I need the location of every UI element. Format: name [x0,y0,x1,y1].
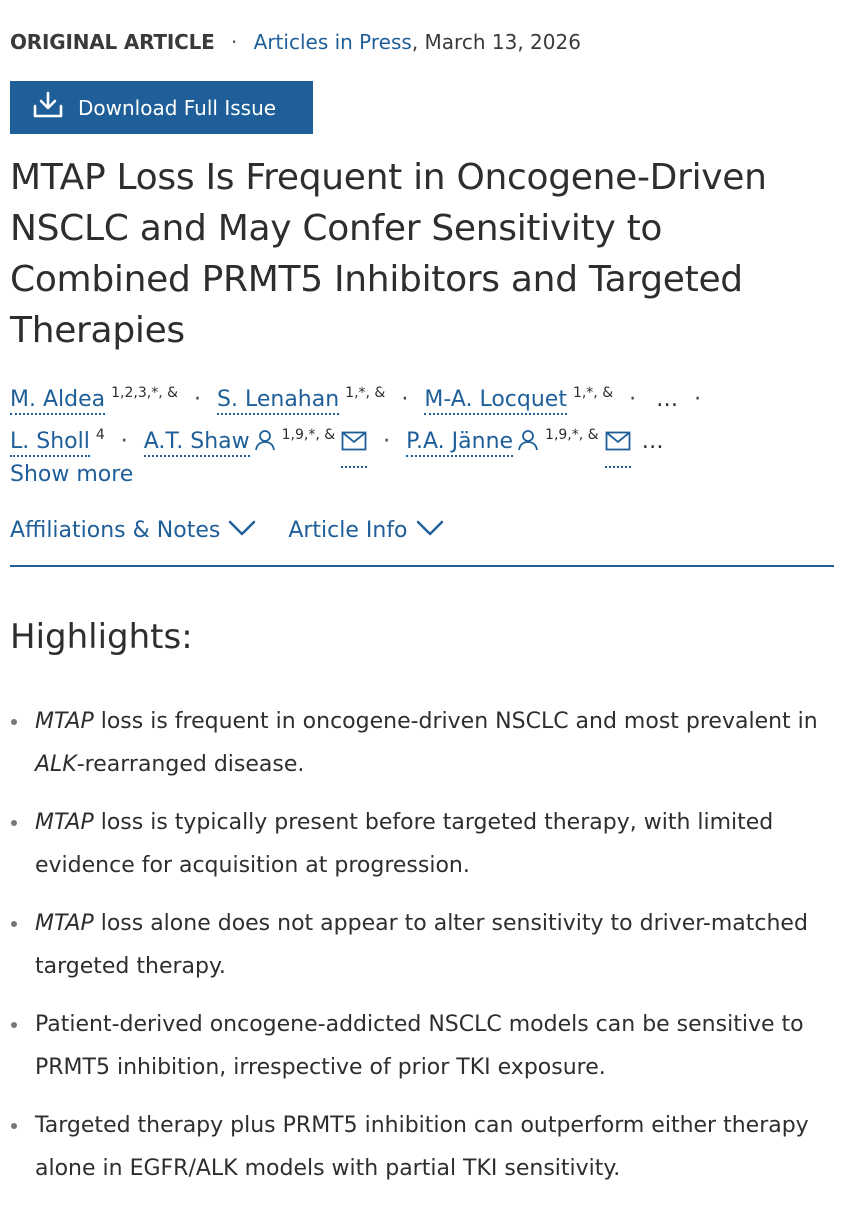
bullet-icon [11,820,17,826]
author-separator: · [383,429,391,454]
highlight-item [10,700,840,786]
authors-ellipsis: … [641,429,664,454]
author-line-2 [10,414,840,456]
author-locquet-affiliations: 1,*, & [572,385,614,401]
highlight-text: loss alone does not appear to alter sensitivity to driver-matched targeted therapy. [35,911,808,979]
highlight-item [10,1104,840,1190]
highlight-item [10,801,840,887]
author-separator: · [194,387,202,412]
highlights-list [10,700,840,1205]
gene-name: MTAP [35,709,94,734]
bullet-icon [11,1022,17,1028]
highlight-text: Patient-derived oncogene-addicted NSCLC models can be sensitive to PRMT5 inhibition, irrespective of prior TKI exposure. [35,1012,804,1080]
mail-icon[interactable] [605,424,631,468]
author-separator: · [694,387,702,412]
author-janne-affiliations: 1,9,*, & [545,427,599,443]
author-shaw[interactable]: A.T. Shaw [144,429,250,457]
tab-affiliations-label: Affiliations & Notes [10,518,221,543]
highlight-item [10,902,840,988]
bullet-icon [11,1123,17,1129]
author-sholl[interactable]: L. Sholl [10,429,90,457]
highlight-text: loss is typically present before targeted therapy, with limited evidence for acquisition at progression. [35,810,774,878]
authors-ellipsis: … [656,387,679,412]
article-tabs [10,518,476,543]
highlight-text: Targeted therapy plus PRMT5 inhibition can outperform either therapy alone in EGFR/ALK models with partial TKI sensitivity. [35,1113,809,1181]
publication-date: , March 13, 2026 [411,30,581,54]
gene-name: MTAP [35,911,94,936]
author-aldea-affiliations: 1,2,3,*, & [111,385,179,401]
article-title: MTAP Loss Is Frequent in Oncogene-Driven NSCLC and May Confer Sensitivity to Combined PRMT5 Inhibitors and Targeted Therapies [10,157,767,351]
download-full-issue-button[interactable] [10,81,313,134]
author-locquet[interactable]: M-A. Locquet [424,387,567,415]
author-separator: · [401,387,409,412]
person-icon [517,424,539,466]
author-lenahan[interactable]: S. Lenahan [217,387,339,415]
article-meta [10,30,581,54]
author-aldea[interactable]: M. Aldea [10,387,105,415]
author-sholl-affiliations: 4 [95,427,105,443]
tab-article-info[interactable] [288,518,443,543]
bullet-icon [11,921,17,927]
highlight-item [10,1003,840,1089]
tab-affiliations-notes[interactable] [10,518,256,543]
download-icon [32,91,78,124]
gene-name: ALK [35,752,77,777]
author-list [10,372,840,456]
tabs-divider [10,565,834,567]
chevron-down-icon [408,518,444,543]
person-icon [254,424,276,466]
mail-icon[interactable] [341,424,367,468]
highlight-text: -rearranged disease. [76,752,305,777]
author-lenahan-affiliations: 1,*, & [345,385,386,401]
highlights-heading: Highlights: [10,617,193,657]
highlight-text: loss is frequent in oncogene-driven NSCLC and most prevalent in [93,709,818,734]
download-button-label: Download Full Issue [78,95,277,120]
bullet-icon [11,719,17,725]
gene-name: MTAP [35,810,94,835]
article-type: ORIGINAL ARTICLE [10,30,215,54]
author-line-1 [10,372,840,414]
chevron-down-icon [220,518,256,543]
show-more-authors-link[interactable]: Show more [10,462,134,487]
author-separator: · [120,429,128,454]
author-shaw-affiliations: 1,9,*, & [281,427,336,443]
articles-in-press-link[interactable]: Articles in Press [253,30,412,54]
tab-article-info-label: Article Info [288,518,408,543]
author-separator: · [629,387,637,412]
meta-separator: · [230,30,238,54]
author-janne[interactable]: P.A. Jänne [406,429,513,457]
